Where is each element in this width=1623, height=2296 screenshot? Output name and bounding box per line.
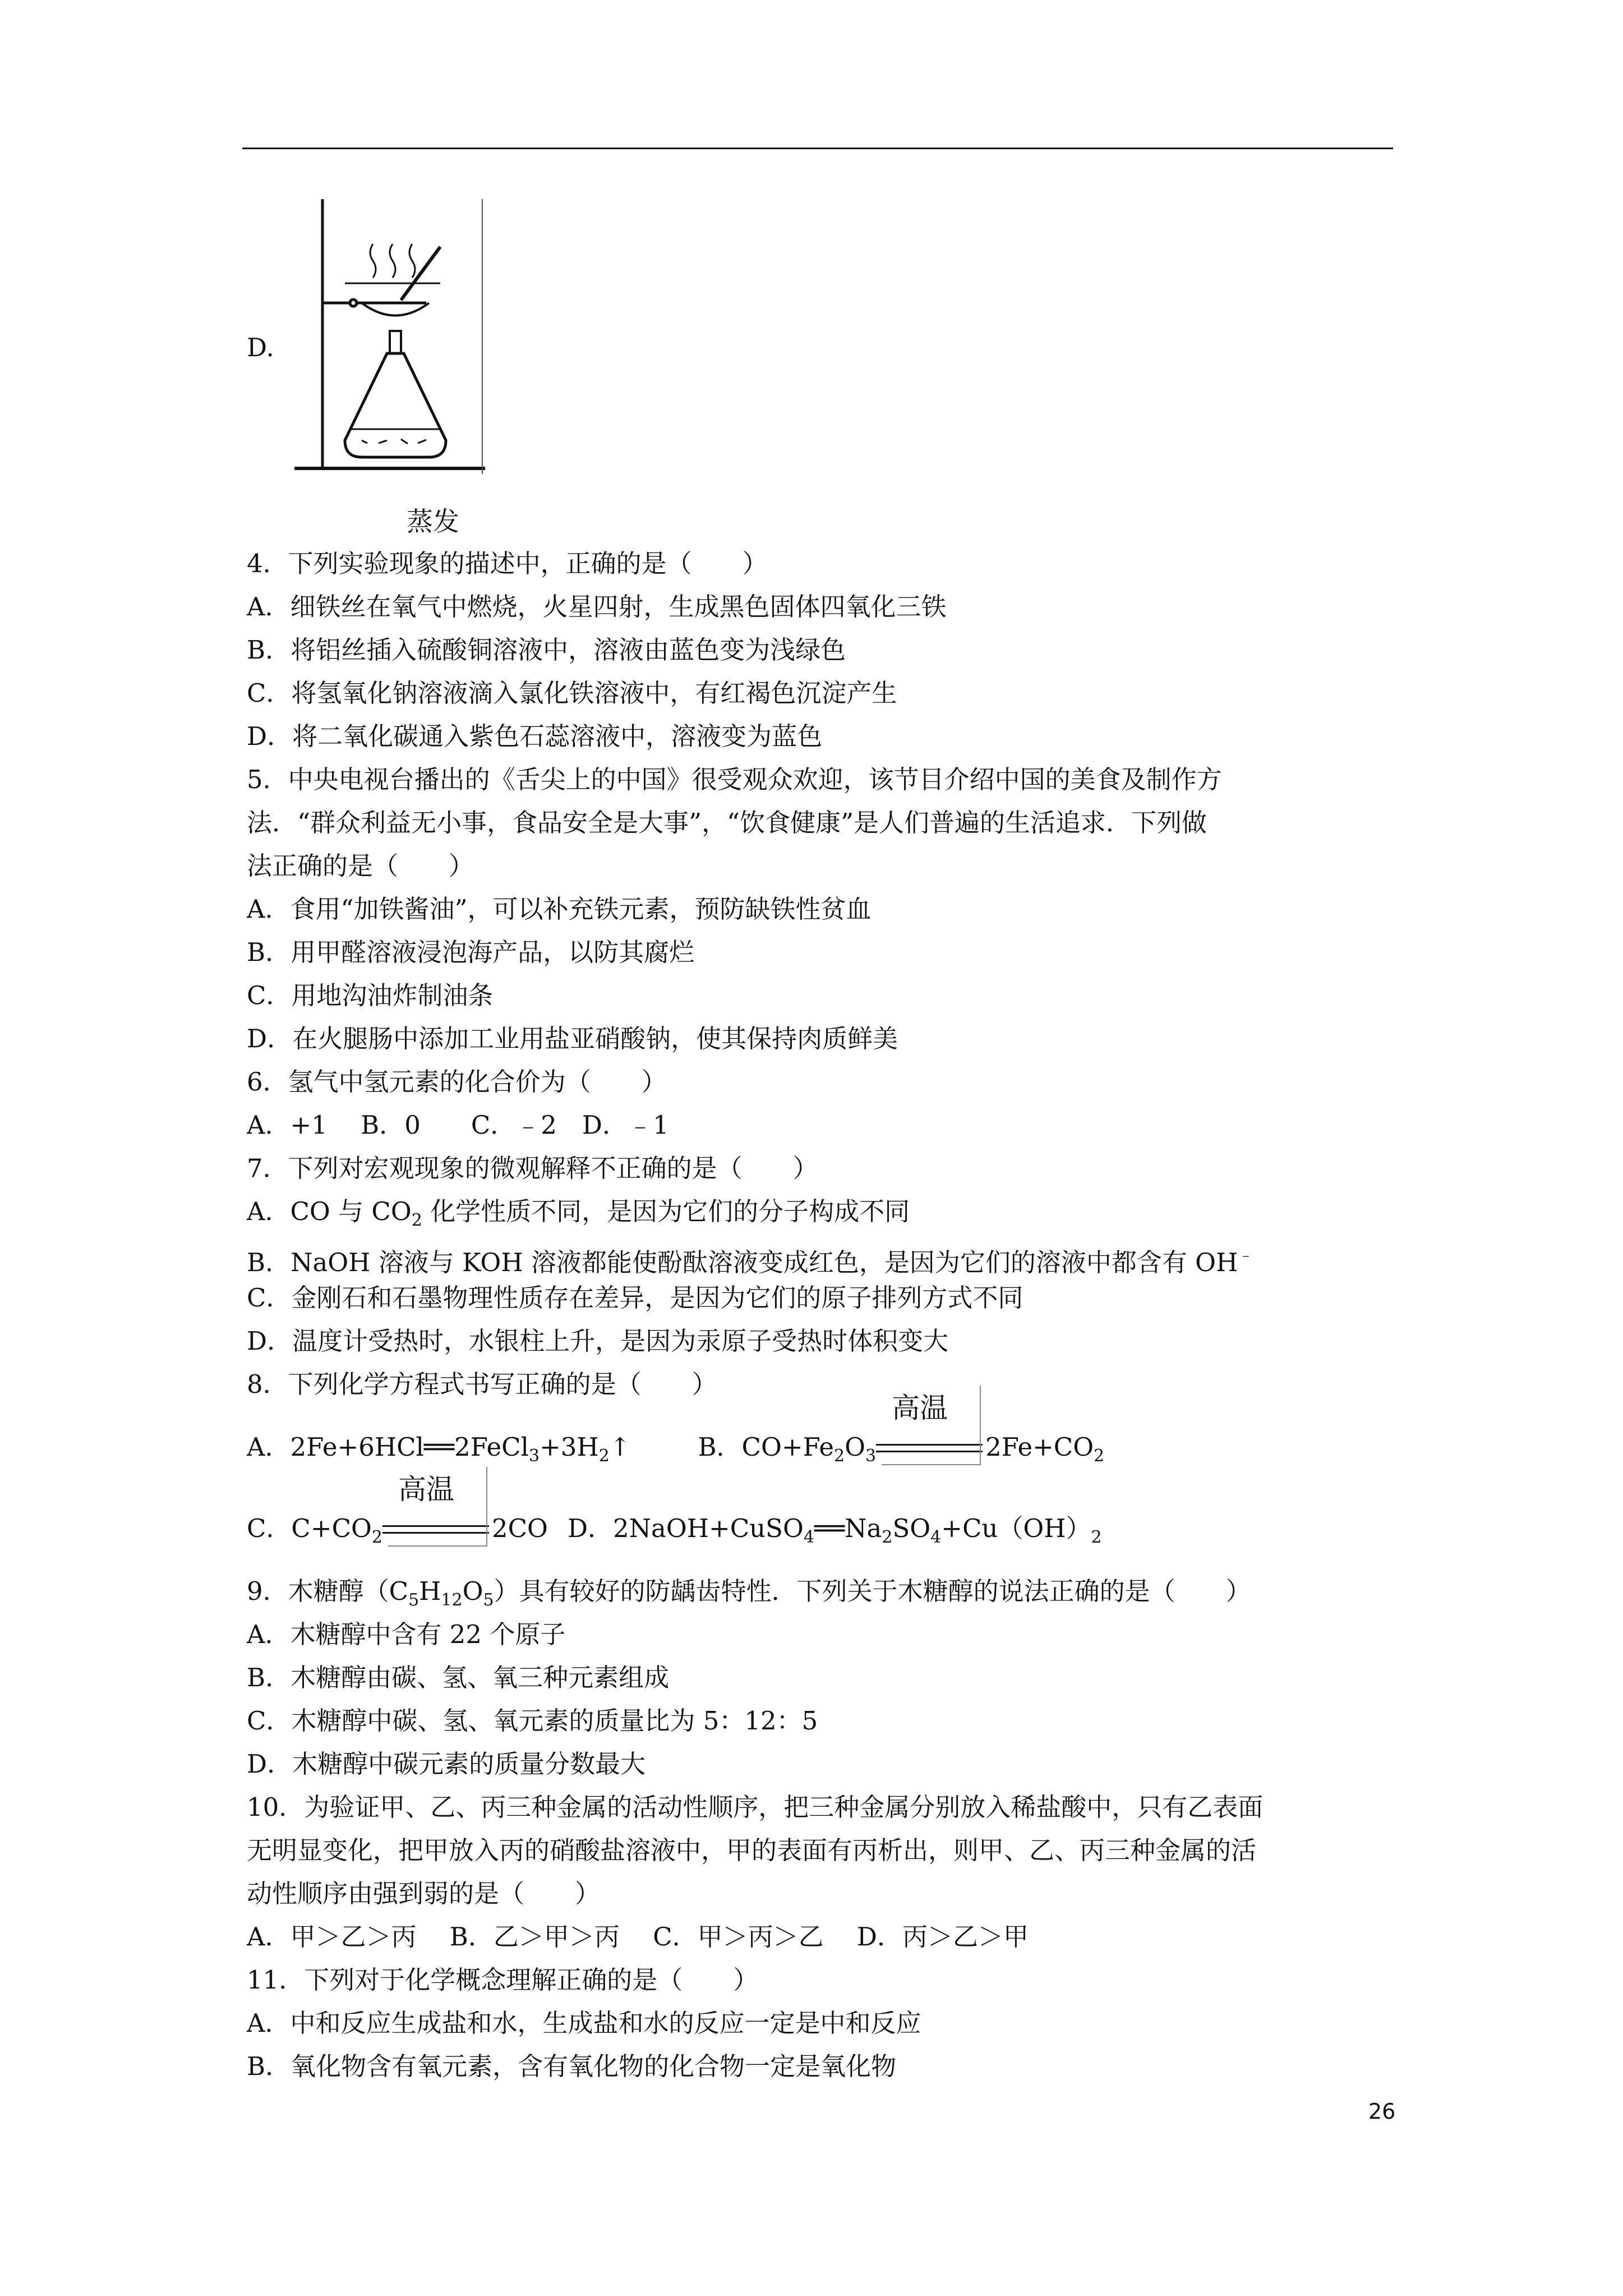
question-5-stem-line-2: 法．“群众利益无小事，食品安全是大事”，“饮食健康”是人们普遍的生活追求．下列做 [247, 808, 1207, 838]
question-8-option-c: C．$C+CO_2$ 高温 2CO [247, 1513, 548, 1543]
question-11-stem: 11．下列对于化学概念理解正确的是（ ） [247, 1965, 759, 1995]
question-6-options: A．+1 B．0 C．﹣2 D．﹣1 [247, 1110, 669, 1140]
evaporation-apparatus-figure [289, 194, 491, 480]
question-4-option-c: C．将氢氧化钠溶液滴入氯化铁溶液中，有红褐色沉淀产生 [247, 678, 897, 708]
figure-caption: 蒸发 [407, 507, 459, 537]
question-7-option-c: C．金刚石和石墨物理性质存在差异，是因为它们的原子排列方式不同 [247, 1283, 1023, 1313]
question-8-option-d: D．$2NaOH+CuSO_4══Na_2SO_4+Cu(OH)_2$ [567, 1513, 1102, 1547]
question-8-options-cd [247, 1473, 1102, 1554]
question-8-option-a: A．$2Fe+6HCl══2FeCl_3+3H_2↑$ [247, 1432, 631, 1466]
question-5-option-b: B．用甲醛溶液浸泡海产品，以防其腐烂 [247, 937, 695, 967]
question-9-option-d: D．木糖醇中碳元素的质量分数最大 [247, 1749, 646, 1779]
question-5-option-a: A．食用“加铁酱油”，可以补充铁元素，预防缺铁性贫血 [247, 894, 872, 924]
question-10-options: A．甲＞乙＞丙 B．乙＞甲＞丙 C．甲＞丙＞乙 D．丙＞乙＞甲 [247, 1922, 1029, 1952]
reaction-condition-high-temp: 高温 [876, 1430, 985, 1464]
question-5-stem-line-1: 5．中央电视台播出的《舌尖上的中国》很受观众欢迎，该节目介绍中国的美食及制作方 [247, 765, 1222, 794]
question-4-option-b: B．将铝丝插入硫酸铜溶液中，溶液由蓝色变为浅绿色 [247, 635, 846, 665]
question-11-option-a: A．中和反应生成盐和水，生成盐和水的反应一定是中和反应 [247, 2008, 921, 2038]
question-8-option-b: B．$CO+Fe_2O_3$ 高温 $2Fe+CO_2$ [698, 1432, 1104, 1462]
question-7-option-a: A．CO 与 $CO_2$ 化学性质不同，是因为它们的分子构成不同 [247, 1197, 910, 1230]
question-4-option-d: D．将二氧化碳通入紫色石蕊溶液中，溶液变为蓝色 [247, 721, 823, 751]
question-11-option-b: B．氧化物含有氧元素，含有氧化物的化合物一定是氧化物 [247, 2051, 897, 2081]
question-9-stem: 9．木糖醇$(C_5H_{12}O_5)$具有较好的防龋齿特性．下列关于木糖醇的说法正确的是（ ） [247, 1576, 1251, 1610]
question-7-stem: 7．下列对宏观现象的微观解释不正确的是（ ） [247, 1153, 818, 1183]
page-number: 26 [1368, 2099, 1396, 2124]
header-rule [242, 148, 1393, 149]
question-9-option-b: B．木糖醇由碳、氢、氧三种元素组成 [247, 1663, 670, 1692]
question-6-stem: 6．氢气中氢元素的化合价为（ ） [247, 1067, 667, 1097]
question-4-stem: 4．下列实验现象的描述中，正确的是（ ） [247, 549, 768, 578]
question-8-options-ab [247, 1392, 1105, 1473]
question-7-option-d: D．温度计受热时，水银柱上升，是因为汞原子受热时体积变大 [247, 1326, 949, 1356]
question-5-option-d: D．在火腿肠中添加工业用盐亚硝酸钠，使其保持肉质鲜美 [247, 1024, 898, 1053]
question-5-option-c: C．用地沟油炸制油条 [247, 981, 494, 1010]
question-5-stem-line-3: 法正确的是（ ） [247, 851, 474, 881]
figure-option-letter: D. [247, 333, 274, 362]
question-8-stem: 8．下列化学方程式书写正确的是（ ） [247, 1369, 717, 1399]
question-10-stem-line-2: 无明显变化，把甲放入丙的硝酸盐溶液中，甲的表面有丙析出，则甲、乙、丙三种金属的活 [247, 1835, 1257, 1865]
question-10-stem-line-3: 动性顺序由强到弱的是（ ） [247, 1879, 601, 1908]
question-4-option-a: A．细铁丝在氧气中燃烧，火星四射，生成黑色固体四氧化三铁 [247, 592, 947, 622]
reaction-condition-high-temp: 高温 [382, 1512, 492, 1545]
question-7-option-b: B．NaOH 溶液与 KOH 溶液都能使酚酞溶液变成红色，是因为它们的溶液中都含有 OH﹣ [247, 1245, 1254, 1277]
question-10-stem-line-1: 10．为验证甲、乙、丙三种金属的活动性顺序，把三种金属分别放入稀盐酸中，只有乙表面 [247, 1792, 1264, 1822]
question-9-option-a: A．木糖醇中含有 22 个原子 [247, 1619, 566, 1649]
question-9-option-c: C．木糖醇中碳、氢、氧元素的质量比为 5：12：5 [247, 1706, 818, 1736]
